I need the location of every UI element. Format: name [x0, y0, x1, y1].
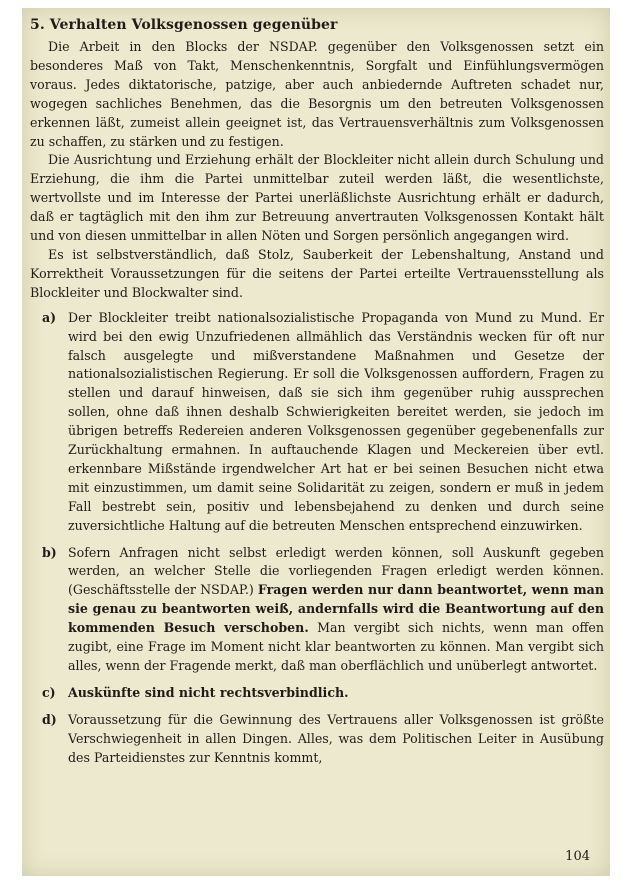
item-list	[30, 309, 604, 768]
list-item-b	[30, 544, 604, 676]
list-item-a	[30, 309, 604, 536]
list-marker-d: d)	[42, 711, 57, 727]
item-b-text: Sofern Anfragen nicht selbst erledigt werden können, soll Auskunft gegeben werden, an welcher Stelle die vorliegenden Fragen erledigt werden können. (Geschäftsstelle der NSDAP.)	[68, 544, 604, 598]
item-b-bold: Fragen werden nur dann beantwortet, wenn man sie genau zu beantworten weiß, andernfalls wird die Beantwortung auf den kommenden Besuch verschoben.	[68, 582, 605, 636]
section-heading: 5. Verhalten Volksgenossen gegenüber	[30, 17, 338, 33]
paragraph-1: Die Arbeit in den Blocks der NSDAP. gegenüber den Volksgenossen setzt ein besonderes Maß von Takt, Menschenkenntnis, Sorgfalt und Einfühlungsvermögen voraus. Jedes diktatorische, patzige, aber auch anbiedernde Auftreten schadet nur, wogegen sachliches Benehmen, das die Besorgnis um den betreuten Volksgenossen erkennen läßt, zumeist allein geeignet ist, das Vertrauensverhältnis zum Volksgenossen zu schaffen, zu stärken und zu festigen.	[30, 39, 604, 149]
item-a-lead: Der Blockleiter treibt nationalsozialistische Propaganda von Mund zu Mund.	[68, 309, 582, 325]
item-b-tail: Man vergibt sich nichts, wenn man offen zugibt, eine Frage im Moment nicht klar beantworten zu können. Man vergibt sich alles, wenn der Fragende merkt, daß man oberflächlich und unüberlegt antwortet.	[68, 620, 604, 673]
page-number: 104	[565, 849, 590, 864]
list-marker-c: c)	[42, 684, 56, 700]
item-d-text: Voraussetzung für die Gewinnung des Vertrauens aller Volksgenossen ist größte Verschwiegenheit in allen Dingen. Alles, was dem Politischen Leiter in Ausübung des Parteidienstes zur Kenntnis kommt,	[68, 711, 604, 765]
item-c-bold: Auskünfte sind nicht rechtsverbindlich.	[68, 684, 349, 700]
list-marker-b: b)	[42, 544, 57, 560]
paragraph-3: Es ist selbstverständlich, daß Stolz, Sauberkeit der Lebenshaltung, Anstand und Korrektheit Voraussetzungen für die seitens der Partei erteilte Vertrauensstellung als Blockleiter und Blockwalter sind.	[30, 246, 604, 300]
list-item-d	[30, 711, 604, 768]
page-content	[30, 16, 604, 776]
list-marker-a: a)	[42, 309, 57, 325]
paragraph-2: Die Ausrichtung und Erziehung erhält der Blockleiter nicht allein durch Schulung und Erziehung, die ihm die Partei unmittelbar zuteil werden läßt, die wesentlichste, wertvollste und im Interesse der Partei unerläßlichste Ausrichtung erhält er dadurch, daß er tagtäglich mit den ihm zur Betreuung anvertrauten Volksgenossen Kontakt hält und von diesen unmittelbar in allen Nöten und Sorgen persönlich angegangen wird.	[30, 152, 604, 244]
list-item-c	[30, 684, 604, 703]
book-page	[22, 8, 610, 876]
item-a-text: Er wird bei den ewig Unzufriedenen allmählich das Verständnis wecken für oft nur falsch ausgelegte und mißverstandene Maßnahmen und Gesetze der nationalsozialistischen Regierung. Er soll die Volksgenossen auffordern, Fragen zu stellen und darauf hinweisen, daß sie sich ihm gegenüber ruhig aussprechen sollen, ohne daß ihnen deshalb Schwierigkeiten bereitet werden, sie jedoch im übrigen betreffs Redereien anderen Volksgenossen gegenüber gegebenenfalls zur Zurückhaltung ermahnen. In auftauchende Klagen und Meckereien über evtl. erkennbare Mißstände irgendwelcher Art hat er bei seinen Besuchen nicht etwa mit einzustimmen, um damit seine Solidarität zu zeigen, sondern er muß in jedem Fall bestrebt sein, positiv und lebensbejahend zu denken und durch seine zuversichtliche Haltung auf die betreuten Menschen entsprechend einzuwirken.	[68, 309, 604, 533]
